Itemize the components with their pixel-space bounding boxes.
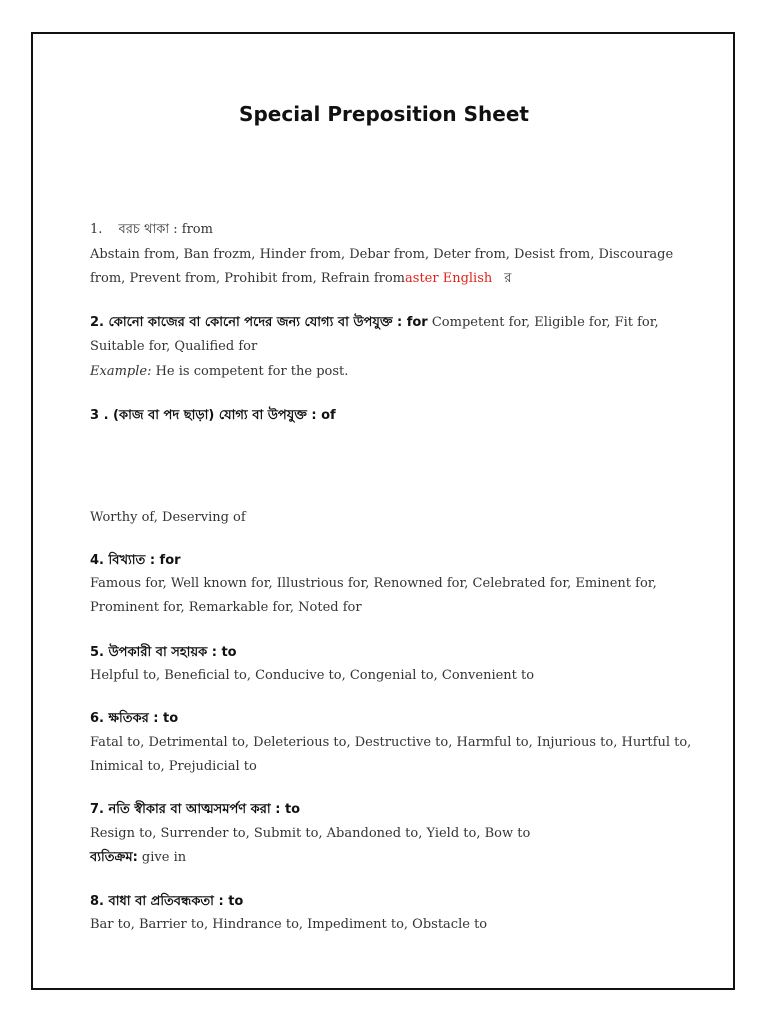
section-1-number: 1. xyxy=(90,222,103,237)
section-6-line-2: Inimical to, Prejudicial to xyxy=(90,759,257,774)
section-1-tail: র xyxy=(504,271,512,286)
section-6-line-1: Fatal to, Detrimental to, Deleterious to, Destructive to, Harmful to, Injurious to, Hurtful to, xyxy=(90,735,692,750)
section-6-heading: 6. ক্ষতিকর : to xyxy=(90,711,179,726)
section-4-line-1: Famous for, Well known for, Illustrious for, Renowned for, Celebrated for, Eminent for, xyxy=(90,576,657,591)
section-3-heading: 3 . (কাজ বা পদ ছাড়া) যোগ্য বা উপযুক্ত : of xyxy=(90,408,336,423)
section-2-example-text: He is competent for the post. xyxy=(151,364,349,379)
section-1-line-2-text: from, Prevent from, Prohibit from, Refrain from xyxy=(90,271,406,286)
section-2-example xyxy=(90,360,348,384)
section-8-line-1: Bar to, Barrier to, Hindrance to, Impediment to, Obstacle to xyxy=(90,917,488,932)
section-5-heading: 5. উপকারী বা সহায়ক : to xyxy=(90,645,237,660)
section-1-line-2 xyxy=(90,267,511,291)
section-1-line-1: Abstain from, Ban frozm, Hinder from, Debar from, Deter from, Desist from, Discourage xyxy=(90,247,674,262)
section-7-heading: 7. নতি স্বীকার বা আত্মসমর্পণ করা : to xyxy=(90,802,301,817)
section-8-heading: 8. বাধা বা প্রতিবন্ধকতা : to xyxy=(90,894,244,909)
section-7-exception-label: ব্যতিক্রম: xyxy=(90,850,138,865)
section-2-line-1-tail: Competent for, Eligible for, Fit for, xyxy=(427,315,659,330)
section-1-red-text: aster English xyxy=(405,271,493,286)
section-1-heading xyxy=(90,218,213,242)
section-4-heading: 4. বিখ্যাত : for xyxy=(90,553,181,568)
section-1-heading-text: বরচ থাকা : from xyxy=(118,222,213,237)
section-2-line-2: Suitable for, Qualified for xyxy=(90,339,258,354)
page-title: Special Preposition Sheet xyxy=(239,102,529,126)
section-2-heading: 2. কোনো কাজের বা কোনো পদের জন্য যোগ্য বা উপযুক্ত : for xyxy=(90,315,428,330)
section-7-line-1: Resign to, Surrender to, Submit to, Abandoned to, Yield to, Bow to xyxy=(90,826,531,841)
section-7-exception-text: give in xyxy=(137,850,187,865)
section-5-line-1: Helpful to, Beneficial to, Conducive to, Congenial to, Convenient to xyxy=(90,668,535,683)
section-2-heading-line xyxy=(90,311,659,335)
section-4-line-2: Prominent for, Remarkable for, Noted for xyxy=(90,600,362,615)
section-3-line-1: Worthy of, Deserving of xyxy=(90,510,246,525)
section-2-example-label: Example: xyxy=(90,364,152,379)
section-7-exception xyxy=(90,846,186,870)
